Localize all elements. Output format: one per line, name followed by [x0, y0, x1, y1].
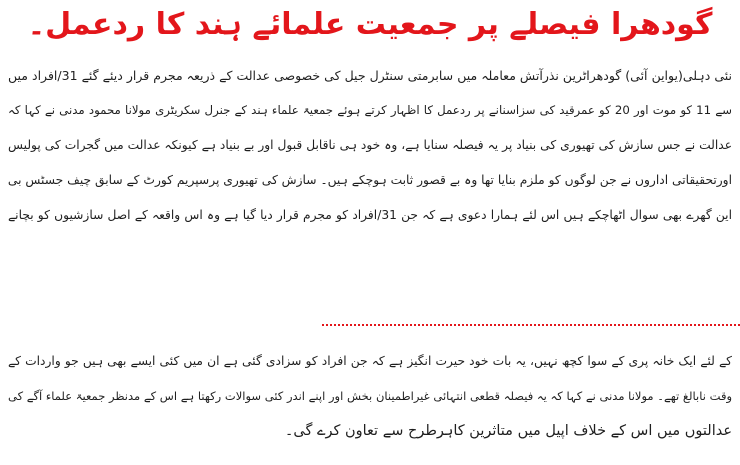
- article-headline: گودھرا فیصلے پر جمعیت علمائے ہند کا ردعمل۔: [27, 7, 713, 42]
- paragraph-1-line-5: این گھرے بھی سوال اٹھاچکے ہیں اس لئے ہمارا دعوی ہے کہ جن 31/افراد کو مجرم قرار دیا گیا ہے وہ اس واقعہ کے اصل سازشیوں کو بچانے: [8, 208, 732, 222]
- dotted-divider: [322, 324, 740, 326]
- paragraph-1-line-1: نئی دہلی(یواین آئی) گودھراٹرین نذرآتش معاملہ میں سابرمتی سنٹرل جیل کی خصوصی عدالت کے ذریعہ مجرم قرار دیئے گئے 31/افراد میں: [8, 68, 732, 83]
- article-paragraph-2: [8, 344, 732, 449]
- paragraph-2-line-3: عدالتوں میں اس کے خلاف اپیل میں متاثرین کاہرطرح سے تعاون کرے گی۔: [284, 423, 732, 439]
- paragraph-2-line-1: کے لئے ایک خانہ پری کے سوا کچھ نہیں، یہ بات خود حیرت انگیز ہے کہ جن افراد کو سزادی گئی ہے ان میں کئی ایسے بھی ہیں جو واردات کے: [8, 354, 732, 368]
- paragraph-1-line-2: سے 11 کو موت اور 20 کو عمرقید کی سزاسنانے پر ردعمل کا اظہار کرتے ہوئے جمعیۃ علماء ہند کے جنرل سکریٹری مولانا محمود مدنی نے کہا کہ: [8, 103, 732, 117]
- paragraph-1-line-3: عدالت نے جس سازش کی تھیوری کی بنیاد پر یہ فیصلہ سنایا ہے، وہ خود ہی ناقابل قبول اور بے بنیاد ہے کیونکہ عدالت میں گجرات کی پولیس: [8, 138, 732, 152]
- paragraph-1-line-4: اورتحقیقاتی اداروں نے جن لوگوں کو ملزم بنایا تھا وہ بے قصور ثابت ہوچکے ہیں۔ سازش کی تھیوری پرسپریم کورٹ کے سابق چیف جسٹس بی: [8, 173, 732, 187]
- article-paragraph-1: [8, 58, 732, 233]
- paragraph-2-line-2: وقت نابالغ تھے۔ مولانا مدنی نے کہا کہ یہ فیصلہ قطعی انتہائی غیراطمینان بخش اور اپنے اندر کئی سوالات رکھتا ہے اس کے مدنظر جمعیۃ علماء آگے کی: [8, 389, 732, 403]
